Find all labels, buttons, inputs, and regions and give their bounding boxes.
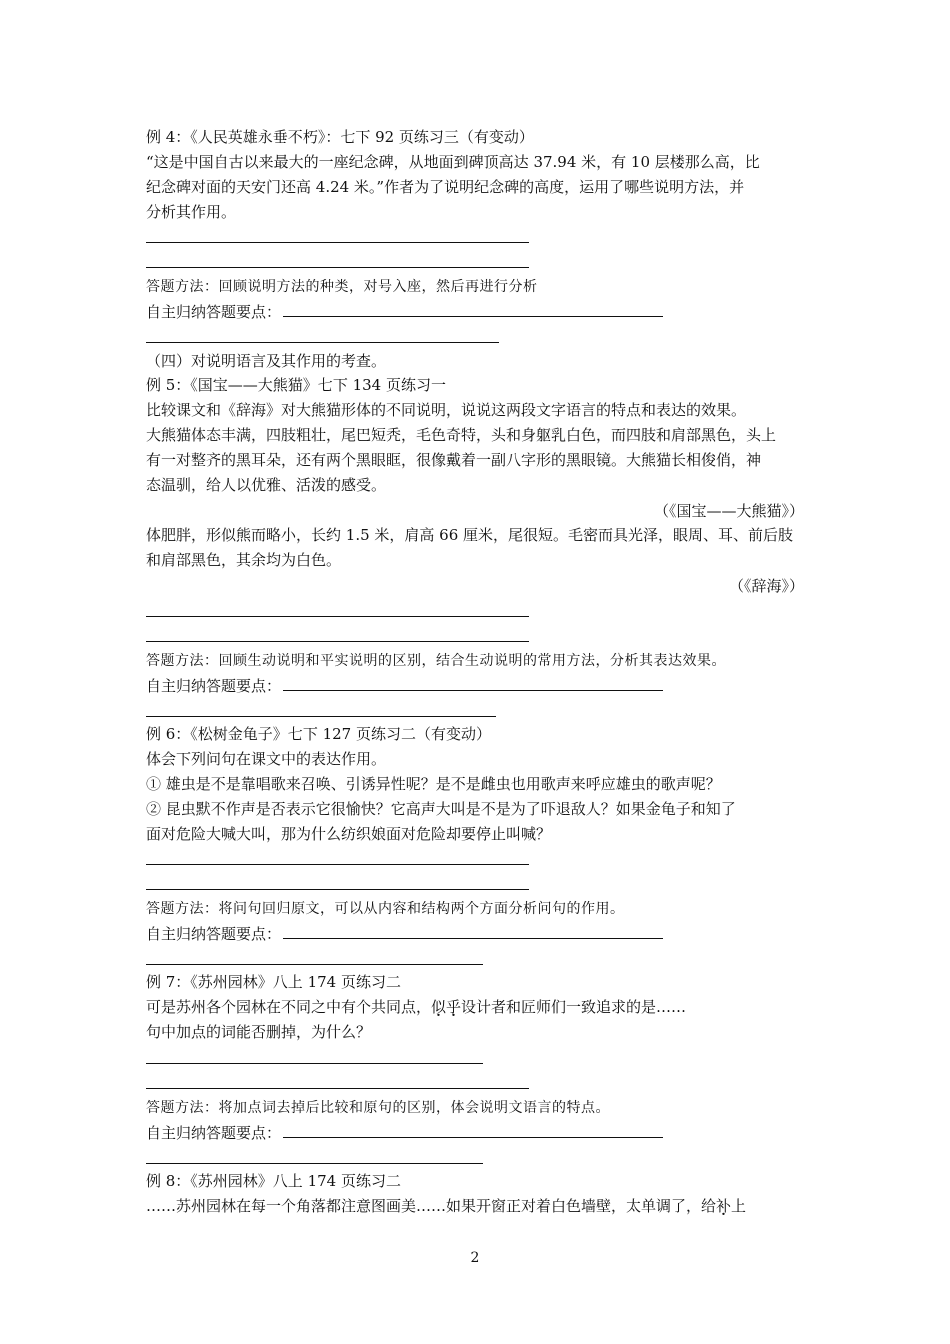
summary-answer-line[interactable] [283,1123,663,1138]
answer-line[interactable] [146,342,499,343]
ex5-passage2-line2: 和肩部黑色，其余均为白色。 [146,551,342,569]
ex4-method: 答题方法：回顾说明方法的种类，对号入座，然后再进行分析 [146,279,538,295]
ex6-item1: ① 雄虫是不是靠唱歌来召唤、引诱异性呢？是不是雌虫也用歌声来呼应雄虫的歌声呢？ [146,775,721,793]
answer-line[interactable] [146,1088,529,1089]
ex6-summary-label: 自主归纳答题要点： [146,925,282,943]
ex5-question: 比较课文和《辞海》对大熊猫形体的不同说明，说说这两段文字语言的特点和表达的效果。 [146,401,747,419]
ex7-summary-label: 自主归纳答题要点： [146,1124,282,1142]
ex5-passage1-line1: 大熊猫体态丰满，四肢粗壮，尾巴短秃，毛色奇特，头和身躯乳白色，而四肢和肩部黑色，头上 [146,426,777,444]
summary-answer-line[interactable] [283,924,663,939]
ex5-summary-label: 自主归纳答题要点： [146,677,282,695]
answer-line[interactable] [146,889,529,890]
ex7-summary-row [146,1123,663,1143]
ex6-method: 答题方法：将问句回归原文，可以从内容和结构两个方面分析问句的作用。 [146,901,625,917]
ex4-question-line1: “这是中国自古以来最大的一座纪念碑，从地面到碑顶高达 37.94 米，有 10 层楼那么高，比 [146,153,760,171]
ex5-passage2-line1: 体肥胖，形似熊而略小，长约 1.5 米，肩高 66 厘米，尾很短。毛密而具光泽，眼周、耳、前后肢 [146,526,794,544]
ex5-method: 答题方法：回顾生动说明和平实说明的区别，结合生动说明的常用方法，分析其表达效果。 [146,653,726,669]
ex4-summary-row [146,302,663,322]
answer-line[interactable] [146,964,483,965]
ex7-question: 句中加点的词能否删掉，为什么？ [146,1023,372,1041]
ex6-item2-line2: 面对危险大喊大叫，那为什么纺织娘面对危险却要停止叫喊？ [146,825,552,843]
ex8-sentence [146,1196,746,1216]
answer-line[interactable] [146,1163,483,1164]
ex7-sentence [146,997,686,1017]
ex7-dotted-word-char1: 似 [431,998,447,1016]
answer-line[interactable] [146,864,529,865]
ex7-sentence-before: 可是苏州各个园林在不同之中有个共同点， [146,998,432,1016]
ex6-title: 例 6：《松树金龟子》七下 127 页练习二（有变动） [146,725,491,743]
section-four-title: （四）对说明语言及其作用的考查。 [146,352,387,370]
answer-line[interactable] [146,1063,483,1064]
answer-line[interactable] [146,616,529,617]
ex6-question: 体会下列问句在课文中的表达作用。 [146,750,387,768]
ex5-source1: （《国宝——大熊猫》） [653,502,804,520]
ex5-source2: （《辞海》） [728,577,804,595]
ex7-sentence-after: 设计者和匠师们一致追求的是…… [461,998,687,1016]
ex5-summary-row [146,676,663,696]
summary-answer-line[interactable] [283,302,663,317]
ex5-passage1-line3: 态温驯，给人以优雅、活泼的感受。 [146,476,387,494]
answer-line[interactable] [146,267,529,268]
summary-answer-line[interactable] [283,676,663,691]
ex4-summary-label: 自主归纳答题要点： [146,303,282,321]
ex8-dotted-word: 补 [716,1197,732,1215]
ex4-title: 例 4：《人民英雄永垂不朽》：七下 92 页练习三（有变动） [146,128,534,146]
ex4-question-line3: 分析其作用。 [146,203,237,221]
answer-line[interactable] [146,641,529,642]
ex6-item2-line1: ② 昆虫默不作声是否表示它很愉快？它高声大叫是不是为了吓退敌人？如果金龟子和知了 [146,800,736,818]
ex7-dotted-word-char2: 乎 [446,998,462,1016]
answer-line[interactable] [146,716,496,717]
ex8-sentence-before: ……苏州园林在每一个角落都注意图画美……如果开窗正对着白色墙壁，太单调了，给 [146,1197,717,1215]
ex8-title: 例 8：《苏州园林》八上 174 页练习二 [146,1172,401,1190]
ex7-title: 例 7：《苏州园林》八上 174 页练习二 [146,973,401,991]
ex4-question-line2: 纪念碑对面的天安门还高 4.24 米。”作者为了说明纪念碑的高度，运用了哪些说明方法，并 [146,178,745,196]
ex5-passage1-line2: 有一对整齐的黑耳朵，还有两个黑眼眶，很像戴着一副八字形的黑眼镜。大熊猫长相俊俏，神 [146,451,762,469]
ex6-summary-row [146,924,663,944]
ex7-method: 答题方法：将加点词去掉后比较和原句的区别，体会说明文语言的特点。 [146,1100,610,1116]
ex8-sentence-after: 上 [731,1197,747,1215]
ex5-title: 例 5：《国宝——大熊猫》七下 134 页练习一 [146,376,446,394]
answer-line[interactable] [146,242,529,243]
page-number: 2 [470,1250,480,1266]
